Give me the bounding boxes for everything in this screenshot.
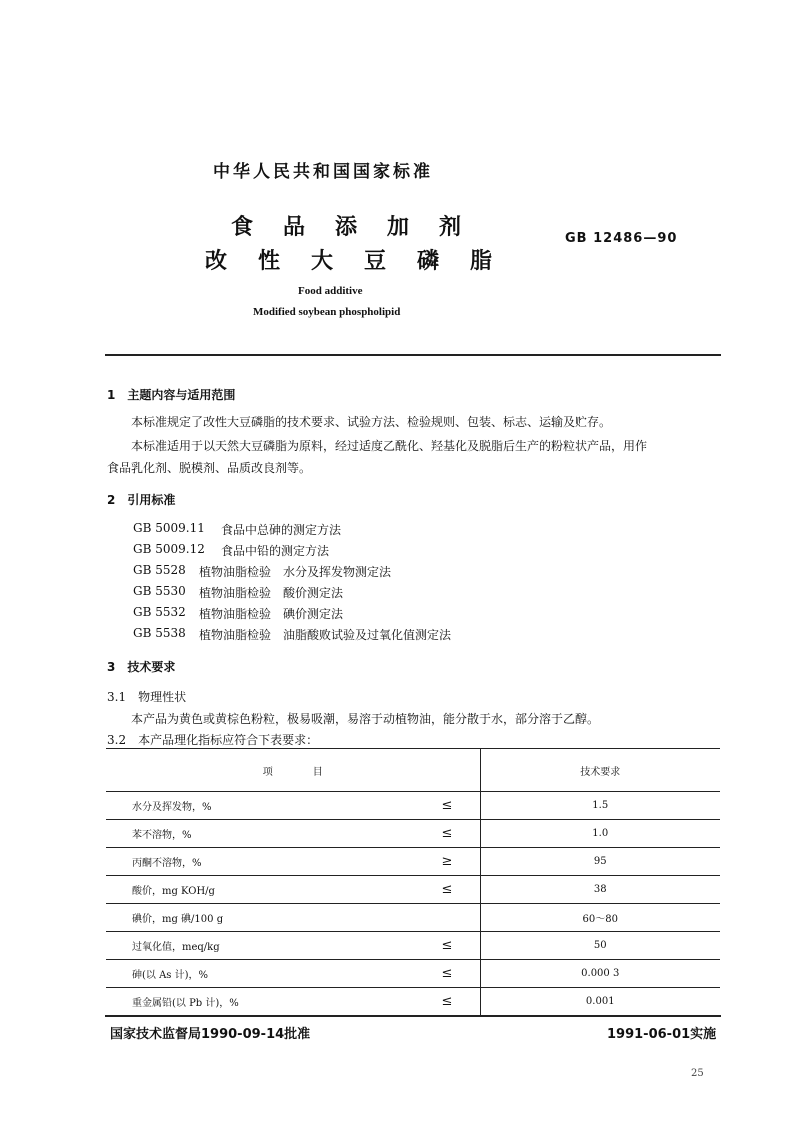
ref-code: GB 5009.11 (133, 521, 205, 535)
table-cell-value: 0.000 3 (480, 960, 720, 988)
table-cell-item: 水分及挥发物，% (132, 802, 212, 813)
ref-title: 食品中铅的测定方法 (221, 544, 330, 558)
ref-code: GB 5538 (133, 626, 186, 640)
table-cell-value: 95 (480, 848, 720, 876)
table-cell-item: 酸价，mg KOH/g (132, 886, 215, 897)
table-cell-item: 重金属铅(以 Pb 计)，% (132, 998, 239, 1009)
section-1-para-1: 本标准规定了改性大豆磷脂的技术要求、试验方法、检验规则、包装、标志、运输及贮存。 (131, 415, 612, 429)
title-line-1: 食品添加剂 (231, 215, 492, 240)
table-cell-sign: ≤ (441, 938, 453, 953)
bottom-divider (105, 1015, 721, 1017)
table-row (106, 876, 720, 904)
section-1-para-2-line-2: 食品乳化剂、脱模剂、品质改良剂等。 (107, 461, 312, 475)
table-cell-value: 60～80 (480, 904, 720, 932)
table-cell-item: 丙酮不溶物，% (132, 858, 202, 869)
ref-title: 植物油脂检验 水分及挥发物测定法 (199, 565, 392, 579)
gb-code: GB 12486—90 (565, 231, 678, 246)
table-cell-item: 砷(以 As 计)，% (132, 970, 209, 981)
approval-date: 国家技术监督局1990-09-14批准 (110, 1027, 311, 1042)
effective-date: 1991-06-01实施 (607, 1027, 717, 1042)
english-title-line-2: Modified soybean phospholipid (253, 306, 401, 318)
table-cell-item: 苯不溶物，% (132, 830, 192, 841)
ref-code: GB 5009.12 (133, 542, 205, 556)
section-2-heading: 2 引用标准 (107, 493, 176, 507)
table-row (106, 904, 720, 932)
table-cell-sign: ≤ (441, 994, 453, 1009)
ref-title: 植物油脂检验 碘价测定法 (199, 607, 344, 621)
table-cell-item: 过氧化值，meq/kg (132, 942, 220, 953)
page-number: 25 (691, 1068, 704, 1079)
ref-code: GB 5530 (133, 584, 186, 598)
table-cell-item: 碘价，mg 碘/100 g (132, 914, 224, 925)
table-cell-value: 38 (480, 876, 720, 904)
table-cell-value: 1.5 (480, 792, 720, 820)
section-3-1-text: 本产品为黄色或黄棕色粉粒，极易吸潮，易溶于动植物油，能分散于水，部分溶于乙醇。 (131, 712, 600, 726)
table-header-item: 项目 (262, 766, 363, 778)
ref-code: GB 5528 (133, 563, 186, 577)
ref-code: GB 5532 (133, 605, 186, 619)
ref-title: 植物油脂检验 酸价测定法 (199, 586, 344, 600)
english-title-line-1: Food additive (298, 285, 363, 297)
table-header-requirement: 技术要求 (480, 749, 720, 792)
table-cell-sign: ≤ (441, 826, 453, 841)
table-row (106, 848, 720, 876)
table-cell-value: 1.0 (480, 820, 720, 848)
table-row (106, 988, 720, 1016)
table-row (106, 820, 720, 848)
table-cell-sign: ≤ (441, 798, 453, 813)
table-cell-sign: ≥ (441, 854, 453, 869)
table-cell-sign: ≤ (441, 966, 453, 981)
table-cell-sign: ≤ (441, 882, 453, 897)
section-3-heading: 3 技术要求 (107, 660, 176, 674)
table-row (106, 960, 720, 988)
section-3-1-heading: 3.1 物理性状 (107, 690, 187, 704)
table-cell-value: 0.001 (480, 988, 720, 1016)
section-3-2-heading: 3.2 本产品理化指标应符合下表要求： (107, 733, 319, 747)
national-standard-label: 中华人民共和国国家标准 (213, 162, 433, 182)
spec-table (106, 748, 720, 1016)
top-divider (105, 354, 721, 356)
table-row (106, 932, 720, 960)
title-line-2: 改性大豆磷脂 (205, 249, 524, 274)
ref-title: 食品中总砷的测定方法 (221, 523, 342, 537)
table-row (106, 792, 720, 820)
section-1-para-2-line-1: 本标准适用于以天然大豆磷脂为原料，经过适度乙酰化、羟基化及脱脂后生产的粉粒状产品，用作 (131, 439, 648, 453)
table-cell-sign (414, 904, 480, 932)
section-1-heading: 1 主题内容与适用范围 (107, 388, 236, 402)
ref-title: 植物油脂检验 油脂酸败试验及过氧化值测定法 (199, 628, 452, 642)
table-cell-value: 50 (480, 932, 720, 960)
table-header-row (106, 749, 720, 792)
